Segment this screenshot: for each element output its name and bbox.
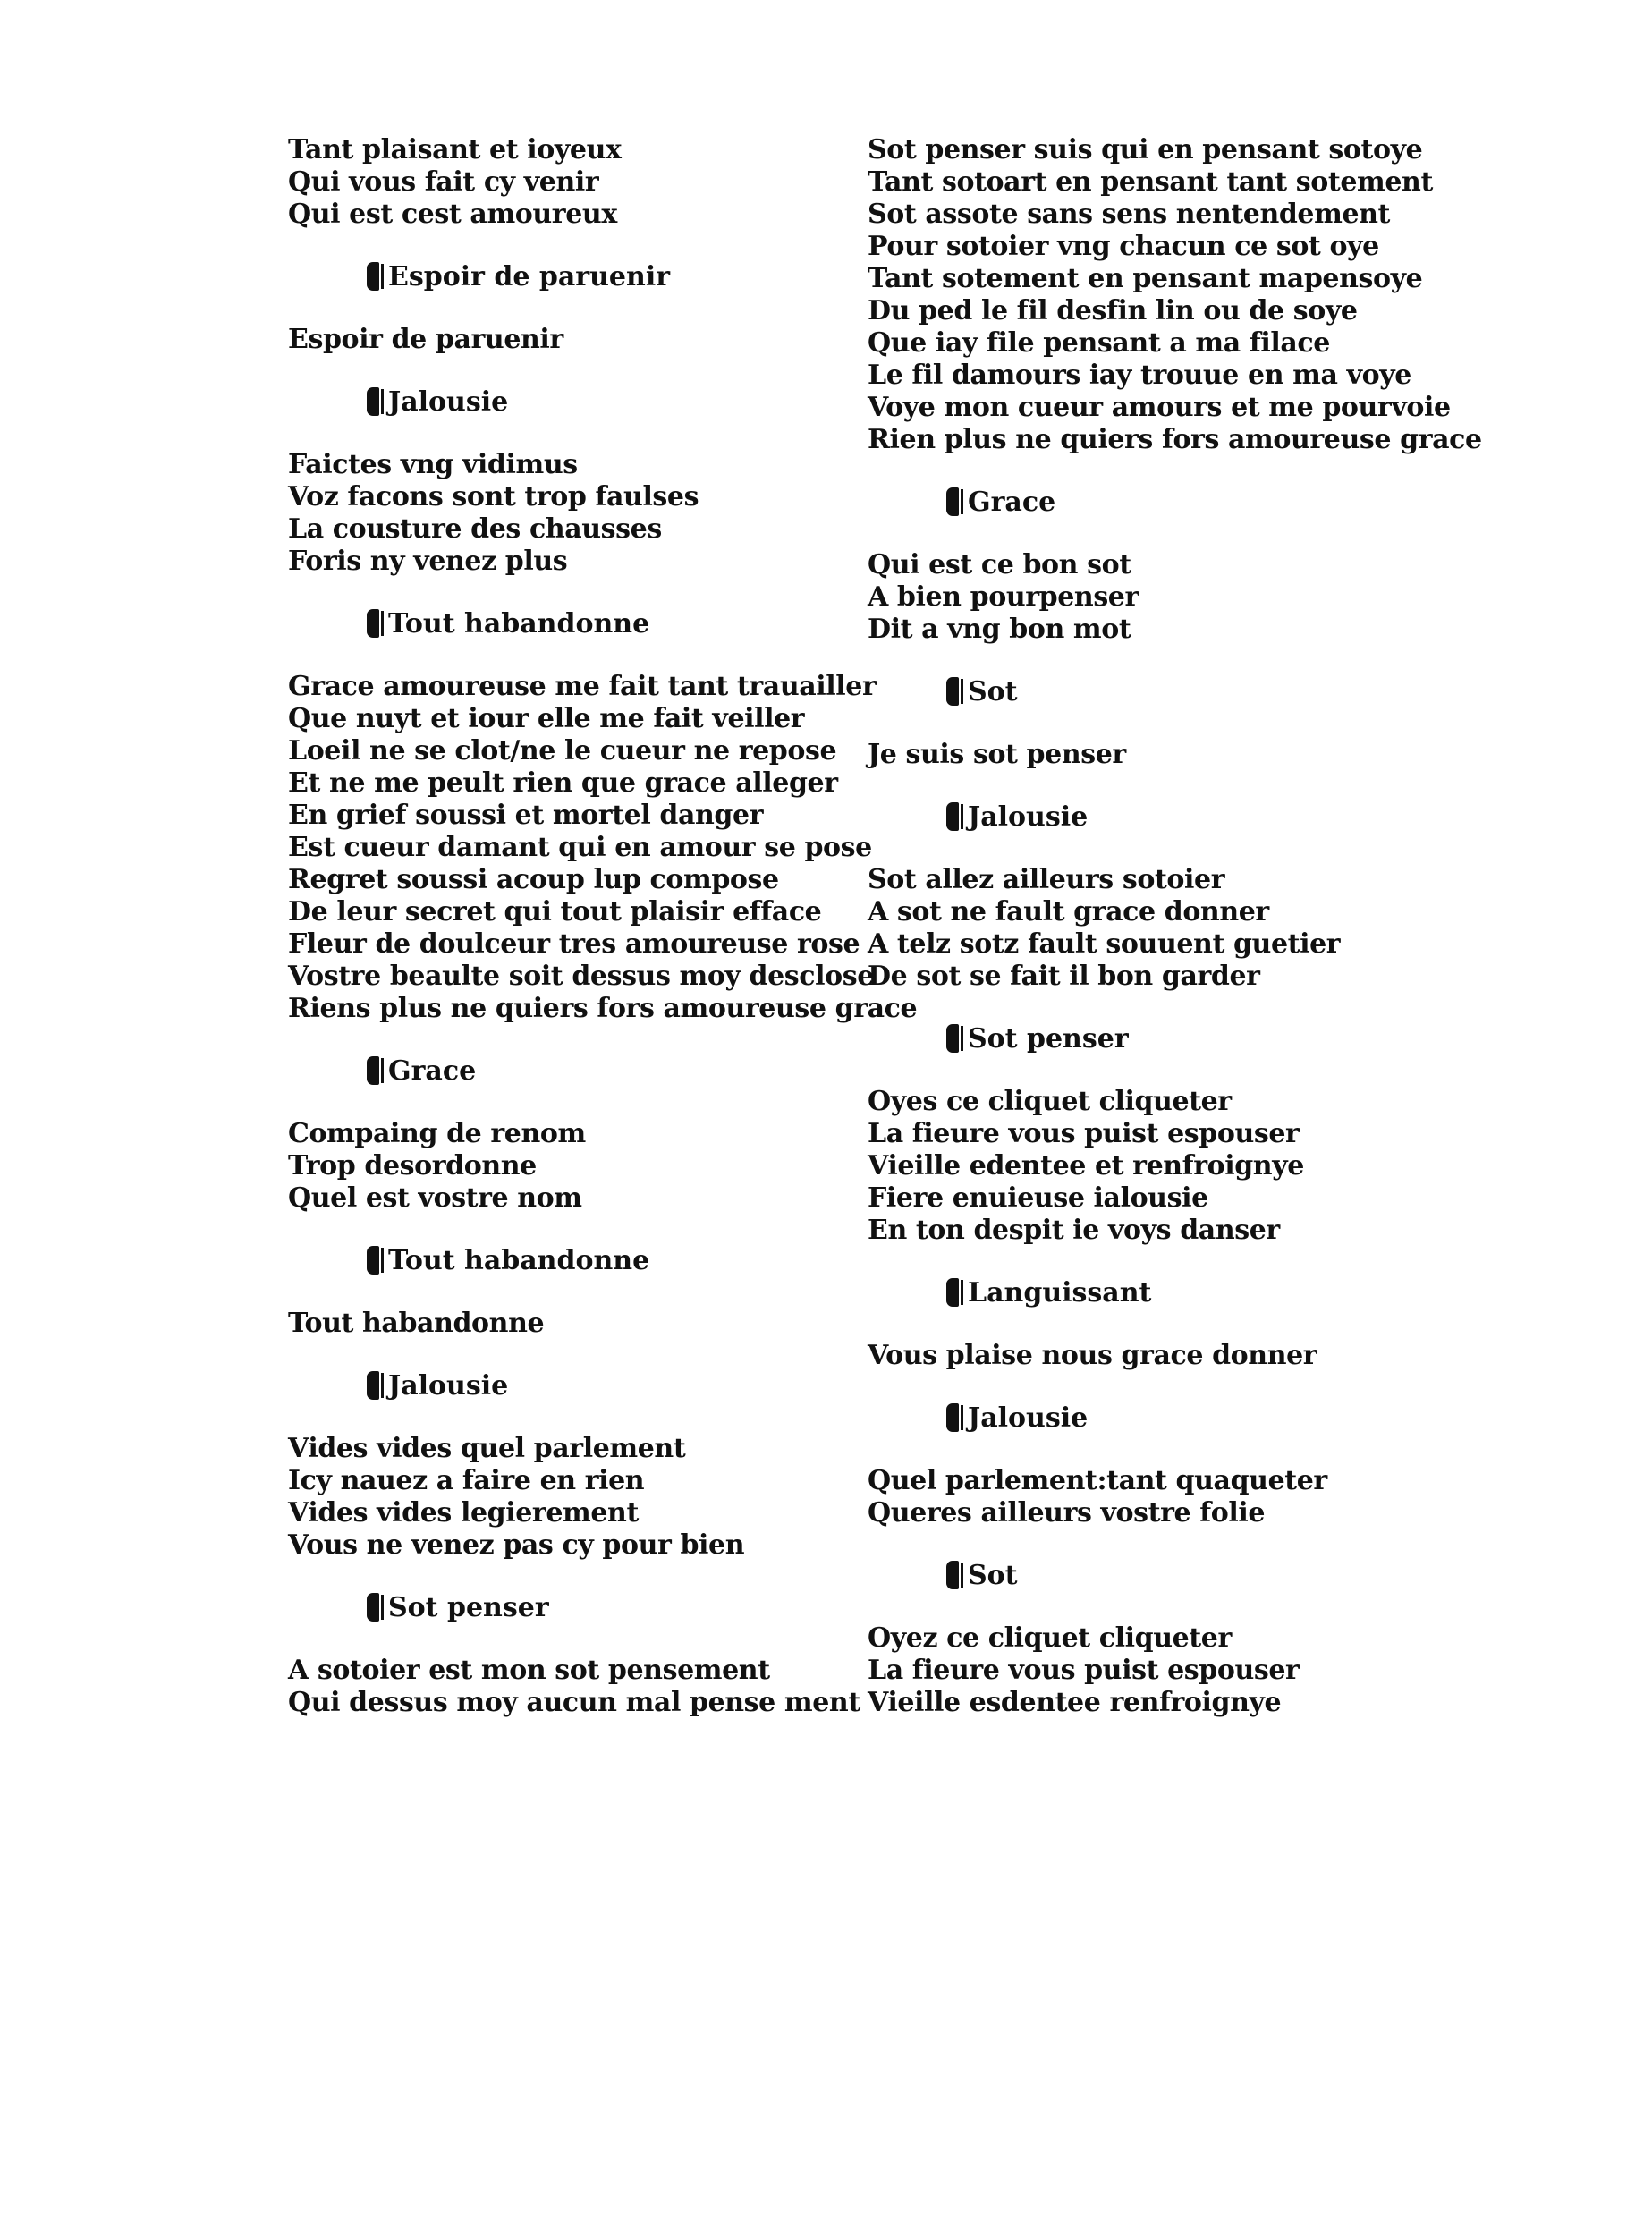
speaker-heading — [868, 1277, 1422, 1309]
verse-line: De sot se fait il bon garder — [868, 961, 1260, 992]
verse-line: En ton despit ie voys danser — [868, 1215, 1280, 1246]
speaker-name: Espoir de paruenir — [388, 261, 671, 292]
pilcrow-icon — [367, 1371, 379, 1400]
verse-line: Quel parlement:tant quaqueter — [868, 1465, 1327, 1496]
verse-line: La fieure vous puist espouser — [868, 1655, 1300, 1686]
speaker-name: Tout habandonne — [388, 1245, 650, 1276]
speaker-heading — [868, 1402, 1422, 1435]
verse-line: Qui est ce bon sot — [868, 549, 1131, 580]
verse-line: A bien pourpenser — [868, 581, 1139, 613]
speaker-heading — [288, 1055, 843, 1088]
verse-line: A sotoier est mon sot pensement — [288, 1655, 770, 1686]
verse-line: Tant sotement en pensant mapensoye — [868, 263, 1423, 294]
pilcrow-icon — [367, 1056, 379, 1085]
verse-stanza — [868, 1465, 1422, 1529]
pilcrow-icon — [367, 1246, 379, 1275]
speaker-heading — [288, 608, 843, 640]
verse-line: Fiere enuieuse ialousie — [868, 1182, 1208, 1214]
verse-stanza — [868, 739, 1422, 771]
verse-line: Vieille esdentee renfroignye — [868, 1687, 1282, 1718]
pilcrow-icon — [946, 802, 959, 831]
verse-line: La fieure vous puist espouser — [868, 1118, 1300, 1149]
verse-line: Grace amoureuse me fait tant trauailler — [288, 671, 877, 702]
verse-line: Fleur de doulceur tres amoureuse rose — [288, 928, 860, 960]
verse-line: Oyes ce cliquet cliqueter — [868, 1086, 1232, 1117]
speaker-heading — [288, 1592, 843, 1624]
pilcrow-icon — [367, 1593, 379, 1622]
verse-line: La cousture des chausses — [288, 513, 662, 545]
pilcrow-icon — [946, 487, 959, 516]
verse-line: Sot penser suis qui en pensant sotoye — [868, 134, 1423, 165]
speaker-heading — [868, 801, 1422, 834]
speaker-name: Jalousie — [388, 386, 509, 418]
verse-line: Je suis sot penser — [868, 739, 1126, 770]
verse-line: De leur secret qui tout plaisir efface — [288, 896, 822, 927]
verse-stanza — [288, 1308, 843, 1340]
verse-line: Est cueur damant qui en amour se pose — [288, 832, 872, 863]
verse-stanza — [868, 1086, 1422, 1247]
verse-stanza — [288, 449, 843, 578]
verse-line: Rien plus ne quiers fors amoureuse grace — [868, 424, 1482, 455]
speaker-name: Jalousie — [968, 1402, 1089, 1434]
verse-line: Voye mon cueur amours et me pourvoie — [868, 392, 1451, 423]
verse-line: En grief soussi et mortel danger — [288, 800, 764, 831]
verse-line: Riens plus ne quiers fors amoureuse grace — [288, 993, 918, 1024]
verse-line: Sot allez ailleurs sotoier — [868, 864, 1225, 895]
verse-line: A telz sotz fault souuent guetier — [868, 928, 1341, 960]
speaker-heading — [288, 1245, 843, 1277]
speaker-name: Grace — [388, 1055, 477, 1087]
speaker-name: Sot — [968, 676, 1018, 707]
speaker-name: Sot penser — [388, 1592, 549, 1623]
verse-line: Sot assote sans sens nentendement — [868, 199, 1391, 230]
speaker-heading — [288, 261, 843, 293]
verse-line: Du ped le fil desfin lin ou de soye — [868, 295, 1358, 326]
verse-line: Queres ailleurs vostre folie — [868, 1497, 1266, 1529]
pilcrow-icon — [946, 1024, 959, 1053]
verse-stanza — [288, 671, 918, 1025]
speaker-heading — [868, 487, 1422, 519]
speaker-name: Tout habandonne — [388, 608, 650, 639]
verse-line: Oyez ce cliquet cliqueter — [868, 1622, 1232, 1654]
verse-line: Vieille edentee et renfroignye — [868, 1150, 1304, 1182]
speaker-heading — [868, 676, 1422, 708]
verse-line: Espoir de paruenir — [288, 324, 563, 355]
verse-line: Que iay file pensant a ma filace — [868, 327, 1330, 359]
left-column — [288, 134, 918, 1719]
pilcrow-icon — [367, 387, 379, 416]
verse-line: Qui est cest amoureux — [288, 199, 617, 230]
speaker-heading — [288, 386, 843, 419]
speaker-name: Grace — [968, 487, 1056, 518]
pilcrow-icon — [367, 262, 379, 291]
verse-line: Dit a vng bon mot — [868, 614, 1131, 645]
verse-line: Faictes vng vidimus — [288, 449, 578, 480]
verse-line: A sot ne fault grace donner — [868, 896, 1269, 927]
verse-stanza — [868, 134, 1482, 456]
verse-line: Et ne me peult rien que grace alleger — [288, 767, 838, 799]
speaker-heading — [288, 1370, 843, 1402]
verse-line: Vostre beaulte soit dessus moy desclose — [288, 961, 874, 992]
speaker-name: Jalousie — [388, 1370, 509, 1402]
pilcrow-icon — [946, 1278, 959, 1307]
verse-line: Tout habandonne — [288, 1308, 545, 1339]
verse-stanza — [868, 1340, 1422, 1372]
verse-line: Foris ny venez plus — [288, 546, 568, 577]
speaker-name: Languissant — [968, 1277, 1152, 1309]
verse-stanza — [288, 1655, 860, 1719]
verse-line: Qui dessus moy aucun mal pense ment — [288, 1687, 860, 1718]
verse-line: Icy nauez a faire en rien — [288, 1465, 645, 1496]
verse-stanza — [868, 864, 1422, 993]
verse-line: Vous plaise nous grace donner — [868, 1340, 1317, 1371]
verse-line: Tant plaisant et ioyeux — [288, 134, 622, 165]
pilcrow-icon — [946, 677, 959, 706]
verse-line: Trop desordonne — [288, 1150, 537, 1182]
verse-stanza — [868, 1622, 1422, 1719]
verse-line: Vides vides quel parlement — [288, 1433, 686, 1464]
verse-line: Que nuyt et iour elle me fait veiller — [288, 703, 805, 734]
verse-stanza — [288, 1118, 843, 1215]
verse-stanza — [868, 549, 1422, 646]
verse-line: Loeil ne se clot/ne le cueur ne repose — [288, 735, 837, 767]
verse-line: Voz facons sont trop faulses — [288, 481, 699, 512]
verse-line: Quel est vostre nom — [288, 1182, 582, 1214]
verse-line: Vides vides legierement — [288, 1497, 639, 1529]
verse-line: Vous ne venez pas cy pour bien — [288, 1529, 745, 1561]
verse-stanza — [288, 1433, 843, 1562]
verse-line: Le fil damours iay trouue en ma voye — [868, 360, 1411, 391]
speaker-name: Sot — [968, 1560, 1018, 1591]
speaker-name: Jalousie — [968, 801, 1089, 833]
verse-line: Compaing de renom — [288, 1118, 586, 1149]
speaker-heading — [868, 1023, 1422, 1055]
right-column — [868, 134, 1482, 1719]
verse-line: Pour sotoier vng chacun ce sot oye — [868, 231, 1379, 262]
verse-line: Regret soussi acoup lup compose — [288, 864, 779, 895]
verse-line: Tant sotoart en pensant tant sotement — [868, 166, 1433, 198]
speaker-name: Sot penser — [968, 1023, 1129, 1054]
verse-stanza — [288, 324, 843, 356]
verse-stanza — [288, 134, 843, 231]
pilcrow-icon — [946, 1561, 959, 1589]
pilcrow-icon — [367, 609, 379, 638]
pilcrow-icon — [946, 1403, 959, 1432]
verse-line: Qui vous fait cy venir — [288, 166, 599, 198]
speaker-heading — [868, 1560, 1422, 1592]
